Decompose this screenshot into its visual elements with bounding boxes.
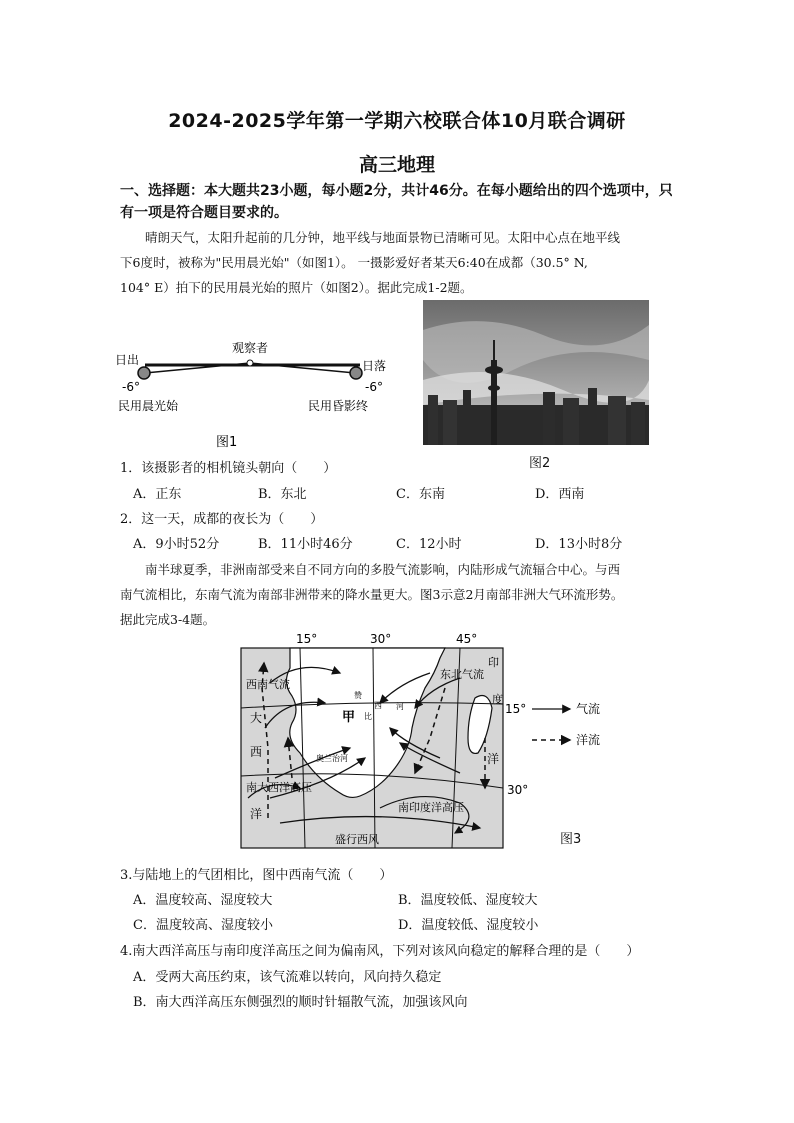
label-indian-du: 度 bbox=[492, 693, 503, 706]
q2-option-d[interactable]: D．13小时8分 bbox=[535, 537, 623, 552]
exam-subtitle: 高三地理 bbox=[358, 154, 435, 176]
label-angle-left: -6° bbox=[122, 380, 140, 394]
q1-option-a[interactable]: A．正东 bbox=[133, 487, 182, 502]
passage-2-line-3: 据此完成3-4题。 bbox=[120, 612, 216, 627]
legend-current-label: 洋流 bbox=[576, 733, 601, 747]
label-zambezi: 赞 bbox=[354, 691, 362, 700]
label-indian-yang: 洋 bbox=[487, 752, 500, 766]
label-orange-river: 奥兰治河 bbox=[316, 754, 348, 763]
label-lat-15: 15° bbox=[505, 702, 527, 716]
exam-title: 2024-2025学年第一学期六校联合体10月联合调研 bbox=[168, 110, 626, 132]
q3-option-d[interactable]: D．温度较低、湿度较小 bbox=[398, 918, 539, 933]
label-lon-30: 30° bbox=[370, 632, 392, 646]
q4-option-a[interactable]: A．受两大高压约束，该气流难以转向，风向持久稳定 bbox=[133, 970, 442, 985]
question-3-stem: 3.与陆地上的气团相比，图中西南气流（ ） bbox=[120, 868, 393, 883]
sun-dusk-icon bbox=[350, 367, 362, 379]
sun-dawn-icon bbox=[138, 367, 150, 379]
question-4-stem: 4.南大西洋高压与南印度洋高压之间为偏南风，下列对该风向稳定的解释合理的是（ ） bbox=[120, 944, 640, 959]
q1-option-b[interactable]: B．东北 bbox=[258, 487, 307, 502]
legend-airflow-label: 气流 bbox=[576, 702, 601, 716]
label-ne-flow: 东北气流 bbox=[440, 668, 484, 681]
question-2-stem: 2．这一天，成都的夜长为（ ） bbox=[120, 512, 324, 527]
q2-option-c[interactable]: C．12小时 bbox=[396, 537, 462, 552]
label-bi: 比 bbox=[364, 712, 372, 721]
q3-option-c[interactable]: C．温度较高、湿度较小 bbox=[133, 918, 273, 933]
figure-2-caption: 图2 bbox=[529, 456, 551, 471]
label-atlantic-da: 大 bbox=[250, 711, 263, 725]
q2-option-a[interactable]: A．9小时52分 bbox=[133, 537, 220, 552]
q2-option-b[interactable]: B．11小时46分 bbox=[258, 537, 353, 552]
passage-1-line-3: 104° E）拍下的民用晨光始的照片（如图2）。据此完成1-2题。 bbox=[120, 280, 473, 295]
label-lat-30: 30° bbox=[507, 783, 529, 797]
question-1-stem: 1．该摄影者的相机镜头朝向（ ） bbox=[120, 461, 337, 476]
label-westerlies: 盛行西风 bbox=[335, 833, 379, 846]
figure-3-map bbox=[230, 628, 630, 860]
q1-option-c[interactable]: C．东南 bbox=[396, 487, 445, 502]
q1-option-d[interactable]: D．西南 bbox=[535, 487, 585, 502]
section-heading: 一、选择题：本大题共23小题，每小题2分，共计46分。在每小题给出的四个选项中，只有一项是符合题目要求的。 bbox=[120, 183, 673, 221]
label-sunset: 日落 bbox=[362, 359, 387, 373]
label-he: 河 bbox=[396, 702, 404, 711]
label-south-atlantic-high: 南大西洋高压 bbox=[246, 781, 312, 794]
q4-option-b[interactable]: B．南大西洋高压东侧强烈的顺时针辐散气流，加强该风向 bbox=[133, 995, 468, 1010]
passage-1-line-2: 下6度时，被称为"民用晨光始"（如图1）。 一摄影爱好者某天6:40在成都（30.5° N, bbox=[120, 255, 588, 270]
label-lon-15: 15° bbox=[296, 632, 318, 646]
label-civil-dawn: 民用晨光始 bbox=[118, 399, 179, 413]
label-lon-45: 45° bbox=[456, 632, 478, 646]
label-civil-dusk: 民用昏影终 bbox=[308, 399, 369, 413]
q3-option-b[interactable]: B．温度较低、湿度较大 bbox=[398, 893, 538, 908]
figure-1-diagram bbox=[110, 330, 410, 460]
figure-1-caption: 图1 bbox=[216, 435, 238, 450]
passage-1-line-1: 晴朗天气，太阳升起前的几分钟，地平线与地面景物已清晰可见。太阳中心点在地平线 bbox=[145, 230, 621, 245]
figure-2-photo bbox=[423, 300, 649, 445]
passage-2-line-2: 南气流相比，东南气流为南部非洲带来的降水量更大。图3示意2月南部非洲大气环流形势。 bbox=[120, 587, 624, 602]
q3-option-a[interactable]: A．温度较高、湿度较大 bbox=[133, 893, 273, 908]
label-angle-right: -6° bbox=[365, 380, 383, 394]
label-observer: 观察者 bbox=[232, 341, 269, 355]
label-xi-river: 西 bbox=[374, 701, 382, 710]
label-atlantic-yang: 洋 bbox=[250, 807, 263, 821]
label-atlantic-xi: 西 bbox=[250, 745, 263, 759]
passage-2-line-1: 南半球夏季，非洲南部受来自不同方向的多股气流影响，内陆形成气流辐合中心。与西 bbox=[145, 562, 621, 577]
label-jia: 甲 bbox=[342, 710, 356, 725]
label-sunrise: 日出 bbox=[115, 353, 140, 367]
label-south-indian-high: 南印度洋高压 bbox=[398, 801, 464, 814]
figure-3-caption: 图3 bbox=[560, 832, 582, 847]
label-indian-yin: 印 bbox=[488, 656, 499, 669]
label-sw-flow: 西南气流 bbox=[246, 678, 290, 691]
observer-dot bbox=[247, 360, 253, 366]
